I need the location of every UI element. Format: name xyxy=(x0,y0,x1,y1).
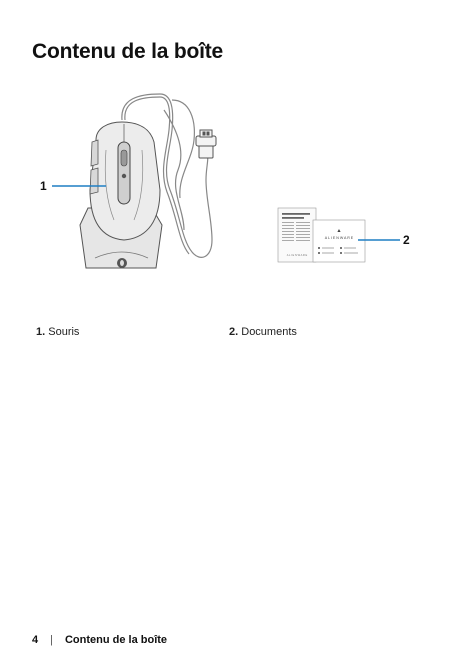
callout-number-1: 1 xyxy=(40,179,47,193)
list-item-mouse xyxy=(36,326,79,338)
list-item-label: Documents xyxy=(241,326,297,338)
list-item-number: 2. xyxy=(229,326,239,338)
list-item-number: 1. xyxy=(36,326,46,338)
page-footer xyxy=(32,634,167,646)
page-title: Contenu de la boîte xyxy=(32,40,224,63)
documents-brand-text: A L I E N W A R E xyxy=(324,236,354,240)
list-item-label: Souris xyxy=(48,326,80,338)
usb-connector xyxy=(196,130,216,158)
box-contents-illustration xyxy=(0,80,467,290)
documents-brand-small: A L I E N W A R E xyxy=(286,254,308,257)
callout-number-2: 2 xyxy=(403,233,410,247)
documents-art xyxy=(278,208,365,262)
footer-separator: | xyxy=(50,634,53,646)
list-item-documents xyxy=(229,326,297,338)
page-number: 4 xyxy=(32,634,39,646)
footer-section-title: Contenu de la boîte xyxy=(64,634,168,646)
